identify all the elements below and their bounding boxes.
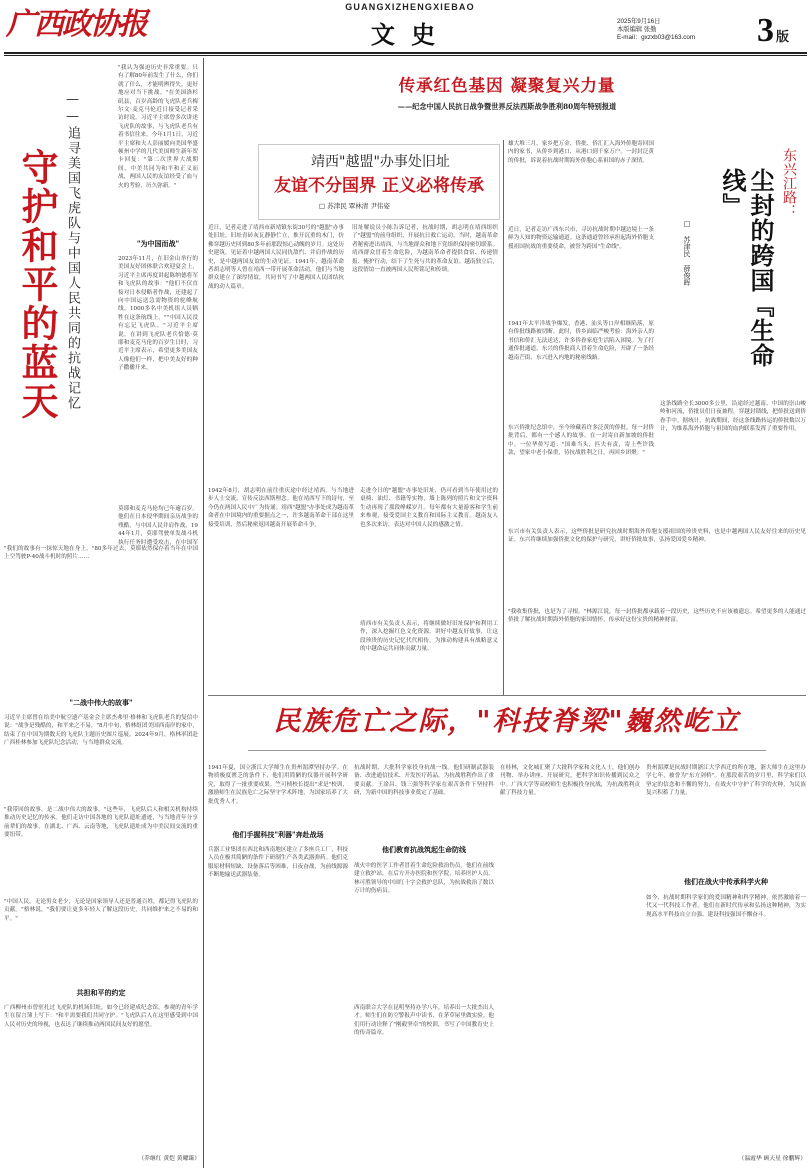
left-section-head-2: "二战中伟大的故事" (69, 698, 133, 707)
right-body-7: "我收集侨批，也是为了寻根。"林源江说，每一封侨批都承载着一段历史，这些历史不应该被遗忘。希望更多的人能通过侨批了解抗战时期海外侨胞的家国情怀，传承好这份宝贵的精神财富。 (508, 609, 806, 624)
bottom-body-5: 西南联合大学在昆明坚持办学八年，培养出一大批杰出人才。师生们在防空警报声中读书，在茅草屋里做实验。他们用行动诠释了"刚毅坚卓"的校训，书写了中国教育史上的传奇篇章。 (354, 1005, 494, 1037)
left-body-7: "中国人民，无论男女老少，无论是国家领导人还是普通百姓，都记得飞虎队的贡献。"格林说，"我们要让更多年轻人了解这段历史，共同维护来之不易的和平。" (4, 899, 198, 922)
banner-subline: ——纪念中国人民抗日战争暨世界反法西斯战争胜利80周年特别报道 (397, 102, 617, 111)
center-body-2: 旧址解说员小陈告诉记者，抗战时期，胡志明在靖西组织了"越盟"的前身组织，开展抗日救亡运动。当时，越南革命者秘密进出靖西，与当地群众和地下党组织保持密切联系。靖西群众冒着生命危险，为越南革命者提供食宿、传递情报、掩护行动，结下了生死与共的革命友谊。越南独立后，这段情谊一直被两国人民所铭记和传颂。 (352, 225, 498, 274)
middle-horizontal-rule (208, 695, 806, 696)
header-rule-thin (4, 55, 807, 56)
left-body-3: 莫耶和麦克马伦均已年逾百岁。他们在日本侵华期间亲历战争的残酷，与中国人民并肩作战。1944年1月，莫耶驾驶单发战斗机执行任务时遭受攻击，在中国军 (118, 506, 198, 545)
bottom-byline: （温霞华 顾天星 徐鹏辉） (738, 1156, 806, 1162)
center-body-1: 近日，记者走进了靖西市新靖镇东街30号的"越盟"办事处旧址。旧址青砖灰瓦静静伫立，推开沉重的木门，仿佛穿越历史回到80多年前那段惊心动魄的岁月。这处历史建筑，见证着中越两国人民同仇敌忾、并肩作战的历史，是中越两国友谊的生动见证。1941年，越南革命者胡志明等人曾在靖西一带开展革命活动，他们与当地群众建立了深厚情谊，共同书写了中越两国人民团结抗战的动人篇章。 (208, 225, 344, 290)
page-number-suffix: 版 (776, 30, 790, 45)
page-number-digit: 3 (757, 12, 774, 49)
bottom-body-2: 抗战时期，大批科学家投身抗战一线。他们研制武器装备、改进通信技术、开发医疗药品，为抗战胜利作出了重要贡献。王淦昌、钱三强等科学家在艰苦条件下坚持科研，为新中国的科技事业奠定了基础。 (354, 765, 494, 797)
masthead-pinyin: GUANGXIZHENGXIEBAO (345, 2, 475, 12)
left-body-5: 习近平主席曾在给美中航空遗产基金会主席杰弗里·格林和飞虎队老兵的复信中说："战争是残酷的，和平来之不易。"8月中旬，格林组团美国西南岸的家中，结束了在中国为期数天的飞虎队主题历史图片巡展。2024年9月，格林率团赴广西桂林参加飞虎队纪念活动，与当地群众交流。 (4, 715, 198, 747)
center-byline: □ 苏津民 覃林清 尹伟姿 (319, 202, 390, 210)
section-title: 文 史 (370, 20, 440, 49)
right-body-2: 近日，记者走访广西东兴市，寻访抗战时期中越边境上一条鲜为人知的物资运输通道。这条通道曾经承担起海外侨胞支援祖国抗战的重要使命，被誉为跨国"生命线"。 (508, 227, 654, 250)
bottom-body-8: 如今，抗战时期科学家们的爱国精神和科学精神，依然激励着一代又一代科技工作者。他们在新时代传承和弘扬这种精神，为实现高水平科技自立自强、建设科技强国不懈奋斗。 (646, 895, 806, 918)
center-right-divider (503, 140, 504, 695)
header-rule (4, 52, 807, 54)
right-kicker: 东兴江路： (781, 148, 797, 218)
right-byline: □ 苏津民 薛俊晖 (683, 220, 691, 286)
right-body-4: 这条线路全长3000多公里，沿途经过越南、中国的崇山峻岭和河流，侨批员们日夜兼程，穿越封锁线，把侨批送到侨眷手中。据统计，抗战期间，经这条线路转运的侨批数以万计，为维系海外侨胞与祖国的血肉联系发挥了重要作用。 (660, 401, 806, 433)
center-title-box (258, 144, 500, 220)
right-body-1: 雄大堆三月，家乡把万金、侨批、侨汇汇入海外侨胞寄回国内的家书，从侨乡到港口，从港口到千家万户。一封封泛黄的侨批，诉说着抗战时期海外侨胞心系祖国的赤子深情。 (508, 141, 654, 164)
left-feature-subtitle: ——追寻美国飞虎队与中国人民共同的抗战记忆 (65, 92, 80, 411)
left-section-head-3: 共担和平的约定 (76, 988, 126, 997)
left-body-1: "我认为强迫历史非常重要。只有了解80年前发生了什么，你们就了什么，才能明辨得失，更好地应对当下挑战。"在美国洛杉矶县，百岁高龄的飞虎队老兵梅尔文·麦克马伦近日接受记者采访时说。习近平主席曾多次讲述飞虎队的故事，与飞虎队老兵有着书信往来。今年1月1日，习近平主席和夫人彭丽媛向美国华盛顿州中学的几代美国师生新年贺卡回复："第二次世界大战期间，中美共同为和平和正义而战，两国人民的友谊经受了血与火的考验，历久弥新。" (118, 65, 198, 189)
left-body-6: "我带回的故事，是二战中伟大的故事。"这些年，飞虎队后人和相关机构持续推动历史记忆的传承。他们走访中国各地的飞虎队遗址遗迹，与当地青年分享前辈们的故事。在湖北、广西、云南等地，飞虎队遗址成为中美民间交流的重要纽带。 (4, 807, 198, 839)
center-body-4: 走进今日的"越盟"办事处旧址，仍可看到当年使用过的桌椅、油灯、书籍等实物，墙上陈列的照片和文字资料生动再现了那段峥嵘岁月。每年都有大量游客和学生前来参观，接受爱国主义教育和国际主义教育。越南友人也多次来访，表达对中国人民的感激之情。 (360, 488, 498, 528)
right-body-5: 东兴侨批纪念馆中，至今珍藏着许多泛黄的侨批。每一封侨批背后，都有一个感人的故事。在一封寄自新加坡的侨批中，一位华侨写道："国难当头，匹夫有责，寄上些许钱款，望家中老小保重，待抗战胜利之日，再回乡团聚。" (508, 425, 654, 457)
right-body-6: 东兴市有关负责人表示，这些侨批是研究抗战时期海外侨胞支援祖国的珍贵史料，也是中越两国人民友好往来的历史见证。东兴将继续加强侨批文化的保护与研究，讲好侨批故事，弘扬爱国爱乡精神。 (508, 529, 806, 544)
bottom-sub-1: 他们手握科技"利器"奔赴战场 (232, 830, 324, 839)
center-title: 友谊不分国界 正义必将传承 (274, 176, 484, 196)
left-column-divider (203, 58, 204, 1168)
logo-text: 广西政协报 (6, 7, 146, 42)
issue-info (617, 18, 747, 42)
center-body-3: 1942年8月，胡志明在前往重庆途中经过靖西，与当地进步人士交流，宣传反法西斯理念。他在靖西写下的诗句，至今仍在两国人民中广为传诵。靖西"越盟"办事处成为越南革命者在中国境内的重要据点之一，许多越南革命干部在这里接受培训，然后秘密返回越南开展革命斗争。 (208, 488, 354, 528)
banner-headline: 传承红色基因 凝聚复兴力量 (398, 76, 616, 95)
bottom-title-underline (248, 750, 766, 751)
left-feature-title: 守护和平的蓝天 (15, 148, 59, 421)
bottom-body-7: 贵州湄潭是抗战时期浙江大学西迁的所在地，浙大师生在这里办学七年，被誉为"东方剑桥"。在那段艰苦的岁月里，科学家们以坚定的信念和不懈的努力，在战火中守护了科学的火种，为民族复兴积蓄了力量。 (646, 765, 806, 797)
page-number (757, 12, 809, 50)
bottom-body-4: 战火中的医学工作者冒着生命危险救治伤员。他们在前线建立救护站，在后方开办医院和医学院，培养医护人员。林可胜领导的中国红十字会救护总队，为抗战救治了数以万计的伤病员。 (354, 863, 494, 895)
masthead-logo (6, 2, 156, 48)
left-byline: （乔继红 黄恺 黄曜臻） (138, 1156, 200, 1162)
left-body-8: 广西柳州市曾驻扎过飞虎队的机场旧址，如今已经建成纪念馆。参观的青年学生在留言簿上写下："和平需要我们共同守护。"飞虎队后人在这里感受到中国人民对历史的珍视，也表达了继续推动两国民间友好的愿望。 (4, 1005, 198, 1028)
bottom-title: 民族危亡之际，"科技脊梁"巍然屹立 (273, 706, 741, 737)
left-body-2: 2023年11月，在旧金山举行的美国友好团体联合欢迎宴会上，习近平主席再度讲起陈纳德将军和飞虎队的故事："他们不仅直接对日本侵略者作战，还建起了向中国运送急需物资的驼峰航线，1000多名中美机组人员牺牲在这条航线上。""中国人民没有忘记飞虎队。"习近平主席说。在讲到飞虎队老兵恰德·莫耶和麦克马伦的百岁生日时，习近平主席表示，希望更多美国友人像他们一样，把中美友好的种子撒播开来。 (118, 256, 198, 372)
issue-email: E-mail：gxzxb03@163.com (617, 34, 696, 41)
bottom-body-3: 兵器工业集团在西北和西南地区建立了多座兵工厂，科技人员在极其简陋的条件下研制生产各类武器弹药。他们克服原材料短缺、设备落后等困难，日夜奋战，为前线源源不断地输送武器装备。 (208, 847, 348, 879)
issue-date: 2025年9月16日 (617, 18, 661, 25)
right-title-box (660, 140, 806, 396)
left-body-4: "我们的故事有一抹惊天地在身上。"80多年过去，莫耶依然保存着当年在中国上空驾驶P-40战斗机时的照片…… (4, 546, 198, 561)
issue-editor: 本版编辑 张勤 (617, 26, 657, 33)
bottom-sub-2: 他们教育抗战筑起生命防线 (382, 845, 466, 854)
bottom-sub-3: 他们在战火中传承科学火种 (684, 877, 768, 886)
center-body-5: 靖西市有关负责人表示，将继续做好旧址保护和利用工作，深入挖掘红色文化资源，讲好中越友好故事，让这段珍贵的历史记忆代代相传，为推动构建具有战略意义的中越命运共同体贡献力量。 (360, 621, 498, 653)
bottom-body-6: 在桂林，文化城汇聚了大批科学家和文化人士，他们创办刊物、举办讲座、开展研究，把科学知识传播到民众之中。广西大学等高校师生也积极投身抗战，为抗战胜利贡献了科技力量。 (500, 765, 640, 797)
left-section-head-1: "为中国而战" (136, 239, 180, 248)
center-kicker: 靖西"越盟"办事处旧址 (311, 154, 450, 170)
right-body-3: 1941年太平洋战争爆发，香港、汕头等口岸相继陷落，原有侨批线路被切断。此时，侨乡面临严峻考验：海外亲人的书信和侨汇无法送达，许多侨眷家庭生活陷入困境。为了打通侨批通道，东兴的侨批商人冒着生命危险，开辟了一条经越南芒街、东兴进入内地的秘密线路。 (508, 321, 654, 361)
banner-box (208, 58, 806, 136)
right-title: 尘封的跨国『生命线』 (718, 168, 775, 368)
bottom-body-1: 1941年夏，国立浙江大学师生在贵州湄潭坚持办学。在物质极度匮乏的条件下，他们用简陋的仪器开展科学研究，取得了一批重要成果。竺可桢校长提出"求是"校训，激励师生在民族危亡之际坚守学术阵地，为国家培养了大批优秀人才。 (208, 765, 348, 805)
